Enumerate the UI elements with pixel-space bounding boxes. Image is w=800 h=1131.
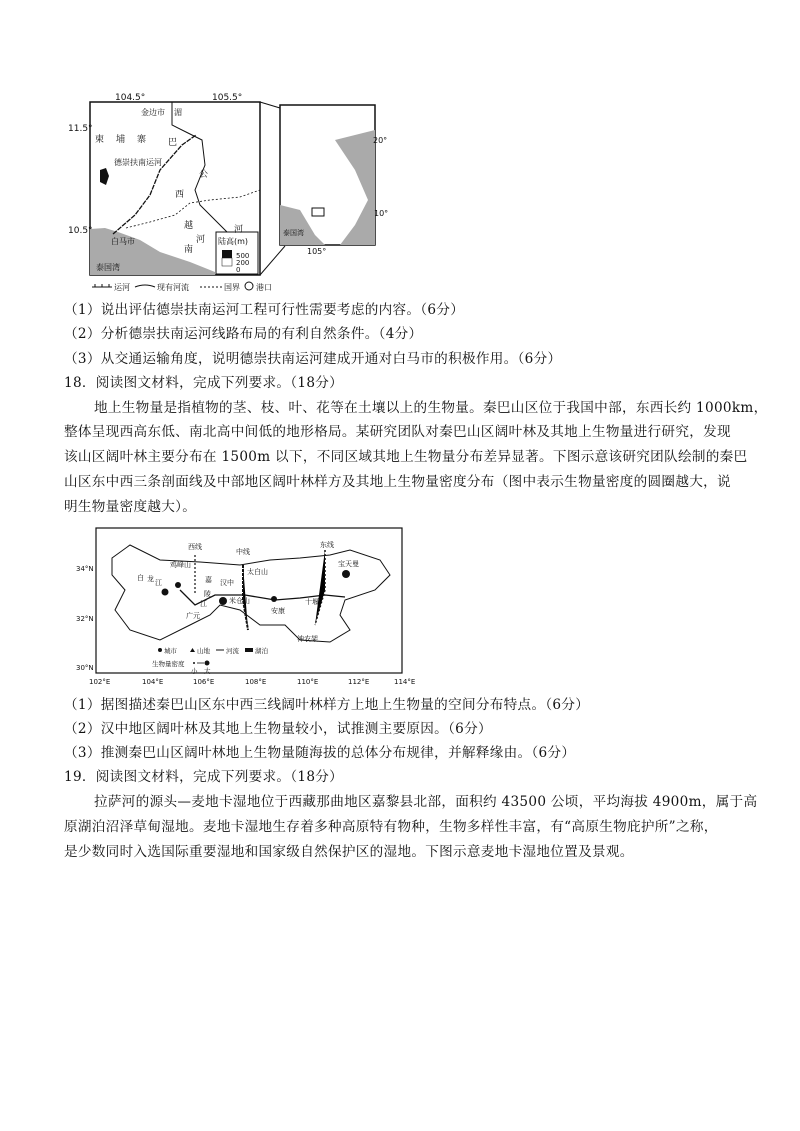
inset-gulf-label: 泰国湾 [283, 229, 304, 237]
place-label: 公 [199, 170, 209, 180]
q17-item-1: （1）说出评估德崇扶南运河工程可行性需要考虑的内容。（6分） [64, 302, 465, 318]
transect-label: 东线 [320, 541, 334, 549]
q18-paragraph: 地上生物量是指植物的茎、枝、叶、花等在土壤以上的生物量。秦巴山区位于我国中部，东西长约 1000km， [94, 400, 768, 416]
place-label: 南 [184, 245, 194, 255]
place-label: 金边市 [141, 108, 165, 117]
legend-city: 城市 [164, 647, 177, 655]
place-label: 巴 [168, 138, 178, 148]
transect-label: 中线 [236, 548, 250, 556]
place-label: 柬埔寨 [95, 135, 159, 145]
place-label: 越 [184, 221, 194, 231]
lon-label: 114°E [394, 678, 416, 686]
lon-label: 108°E [245, 678, 267, 686]
lat-label: 10.5° [68, 226, 93, 236]
qinba-biomass-map [60, 520, 420, 695]
elevation-tick: 200 [236, 259, 250, 267]
elevation-tick: 0 [236, 266, 241, 274]
place-label: 陵 [204, 590, 211, 598]
q17-item-3: （3）从交通运输角度，说明德崇扶南运河建成开通对白马市的积极作用。（6分） [64, 351, 562, 367]
place-label: 宝天曼 [338, 560, 359, 568]
place-label: 西 [175, 190, 185, 200]
lon-label: 105.5° [212, 93, 243, 103]
lat-label: 11.5° [68, 124, 93, 134]
q18-paragraph: 山区东中西三条剖面线及中部地区阔叶林样方及其地上生物量密度分布（图中表示生物量密度的圆圈越大，说 [64, 474, 731, 490]
q18-title: 18．阅读图文材料，完成下列要求。（18分） [64, 375, 344, 391]
place-label: 汉中 [220, 579, 234, 587]
density-large: 大 [204, 667, 211, 675]
q18-paragraph: 明生物量密度越大）。 [64, 499, 197, 515]
lon-label: 110°E [297, 678, 319, 686]
place-label: 太白山 [247, 568, 268, 576]
place-label: 广元 [186, 612, 200, 620]
place-label: 江 [200, 600, 207, 608]
legend-canal: 运河 [114, 283, 130, 292]
place-label: 嘉 [205, 576, 212, 584]
q19-paragraph: 是少数同时入选国际重要湿地和国家级自然保护区的湿地。下图示意麦地卡湿地位置及景观。 [64, 844, 634, 860]
place-label: 神农架 [297, 635, 318, 643]
place-label: 龙 [147, 575, 154, 583]
density-small: 小 [191, 667, 198, 675]
q18-item-1: （1）据图描述秦巴山区东中西三线阔叶林样方上地上生物量的空间分布特点。（6分） [64, 697, 590, 713]
elevation-tick: 500 [236, 252, 250, 260]
q18-item-3: （3）推测秦巴山区阔叶林地上生物量随海拔的总体分布规律，并解释缘由。（6分） [64, 745, 576, 761]
lon-label: 112°E [348, 678, 370, 686]
transect-label: 西线 [188, 543, 202, 551]
inset-lon-label: 105° [307, 247, 327, 256]
place-label: 鸡峰山 [170, 561, 191, 569]
place-label: 江 [155, 579, 162, 587]
place-label: 安康 [271, 607, 285, 615]
place-label: 德崇扶南运河 [114, 158, 162, 167]
place-label: 白 [137, 574, 144, 582]
lon-label: 106°E [193, 678, 215, 686]
city-dot [175, 582, 181, 588]
city-dot [271, 596, 277, 602]
lat-label: 30°N [76, 664, 94, 672]
density-label: 生物量密度 [152, 660, 185, 668]
place-label: 米仓山 [229, 597, 250, 605]
lon-label: 102°E [89, 678, 111, 686]
inset-lat-label: 20° [373, 136, 388, 145]
place-label: 白马市 [111, 237, 135, 246]
legend-port: 港口 [256, 283, 272, 292]
place-label: 河 [234, 225, 244, 235]
q18-paragraph: 该山区阔叶林主要分布在 1500m 以下，不同区域其地上生物量分布差异显著。下图示意该研究团队绘制的秦巴 [64, 449, 748, 465]
lat-label: 32°N [76, 615, 94, 623]
q19-title: 19．阅读图文材料，完成下列要求。（18分） [64, 769, 344, 785]
legend-river: 现有河流 [157, 283, 189, 292]
place-label: 湄 [174, 108, 182, 117]
city-dot [342, 570, 350, 578]
place-label: 十堰 [305, 598, 319, 606]
q19-paragraph: 拉萨河的源头—麦地卡湿地位于西藏那曲地区嘉黎县北部，面积约 43500 公顷，平均海拔 4900m，属于高 [94, 794, 758, 810]
place-label: 泰国湾 [96, 263, 120, 272]
legend-border: 国界 [224, 283, 240, 292]
lon-label: 104°E [142, 678, 164, 686]
inset-lat-label: 10° [374, 209, 389, 218]
canal-location-map [60, 85, 390, 295]
q18-item-2: （2）汉中地区阔叶林及其地上生物量较小，试推测主要原因。（6分） [64, 721, 492, 737]
place-label: 河 [196, 235, 206, 245]
q17-item-2: （2）分析德崇扶南运河线路布局的有利自然条件。（4分） [64, 326, 423, 342]
lat-label: 34°N [76, 565, 94, 573]
legend-mountain: 山地 [197, 647, 210, 655]
city-dot [162, 589, 169, 596]
q18-paragraph: 整体呈现西高东低、南北高中间低的地形格局。某研究团队对秦巴山区阔叶林及其地上生物量进行研究，发现 [64, 424, 731, 440]
lon-label: 104.5° [115, 93, 146, 103]
legend-lake: 湖泊 [255, 647, 268, 655]
elevation-title: 陆高(m) [218, 237, 249, 246]
city-dot [219, 597, 227, 605]
q19-paragraph: 原湖泊沼泽草甸湿地。麦地卡湿地生存着多种高原特有物种，生物多样性丰富，有“高原生物庇护所”之称， [64, 819, 718, 835]
legend-river: 河流 [226, 647, 239, 655]
